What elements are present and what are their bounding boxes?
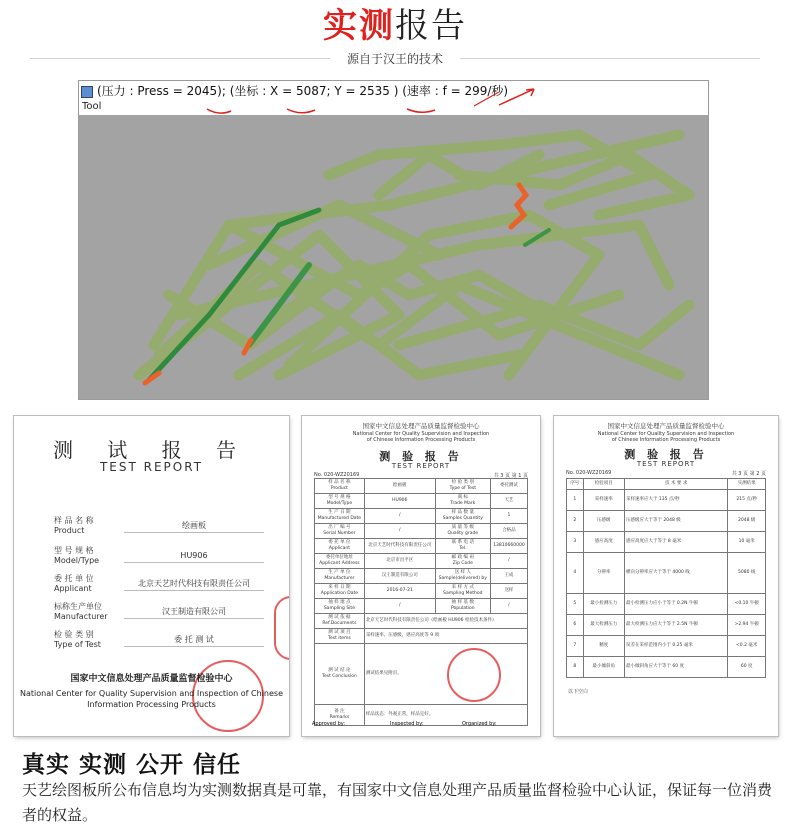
report3-header-en1: National Center for Quality Supervision and Inspection [597,431,735,437]
table-cell: 送样 [490,584,527,599]
report1-footer-en1: National Center for Quality Supervision and Inspection of Chinese [20,689,283,698]
table-cell: 送 样 人 Sample(delivered) by [435,569,490,584]
report3-number: No. 020-WZ20169 [566,470,612,476]
table-cell: 5 [567,594,584,615]
test-report-cover: 测 试 报 告 TEST REPORT 样 品 名 称 Product 绘画板 型 号 规 格 Model/Type HU906 委 托 单 位 Applicant 北京天艺时代科技有限责任公司 标称生产单位 Manufacturer 汉王制造有限公司 检 验 类 别 Type of Test 委 托 测 试 国家中文信息处理产品质量监督检验中心 National Center for Quality Supervision and Inspection of Chinese Information Processing Products [14,416,289,736]
blank-note: 以下空白 [568,689,589,695]
table-cell: 7 [567,636,584,657]
table-row [315,494,528,509]
table-cell: 汉王制造有限公司 [364,569,435,584]
table-cell: 2016-07-21 [364,584,435,599]
table-cell: 215 点/秒 [728,490,766,511]
table-row [315,539,528,554]
report2-header-en2: of Chinese Information Processing Products [366,437,476,443]
table-cell: / [364,524,435,539]
table-row [315,614,528,629]
table-cell: 测 试 依 据 Ref.Documents [315,614,365,629]
title-highlight: 实测 [323,6,395,46]
table-row [567,615,766,636]
table-cell: 来 样 方 式 Sampling Method [435,584,490,599]
table-row [315,554,528,569]
report3-header-en2: of Chinese Information Processing Products [611,437,721,443]
table-cell: 1 [490,509,527,524]
table-cell: 委托单位地址 Applicant Address [315,554,365,569]
table-cell: 5080 线 [728,553,766,594]
table-row [567,553,766,594]
table-row [315,524,528,539]
table-cell: 最小倾斜角 [583,657,624,678]
report2-subtitle: TEST REPORT [391,462,451,470]
column-header: 技 术 要 求 [624,479,727,490]
table-cell: 采样速率 [583,490,624,511]
report1-footer-cn: 国家中文信息处理产品质量监督检验中心 [70,674,233,684]
table-row [315,509,528,524]
table-cell: 13810660000 [490,539,527,554]
table-cell: 6 [567,615,584,636]
report3-header-cn: 国家中文信息处理产品质量监督检验中心 [607,422,725,430]
table-cell: 最小检测压力应小于等于 0.2N 牛顿 [624,594,727,615]
table-row [315,569,528,584]
table-cell: >2.94 牛顿 [728,615,766,636]
report3-table [566,478,766,678]
column-header: 检验项目 [583,479,624,490]
table-cell: 王成 [490,569,527,584]
table-cell: 邮 政 编 码 Zip Code [435,554,490,569]
report3-subtitle: TEST REPORT [636,460,696,468]
report2-number: No. 020-WZ20169 [314,472,360,478]
table-row [567,511,766,532]
report3-title: 测 验 报 告 [624,448,708,461]
table-cell: 质 量 等 级 Quality grade [435,524,490,539]
tool-menu[interactable]: Tool [82,101,102,112]
page-header [0,6,790,46]
table-cell: 商 标 Trade Mark [435,494,490,509]
table-cell: 感应高度应大于等于 8 毫米 [624,532,727,553]
report2-title: 测 验 报 告 [379,450,463,463]
table-cell: 横向分辨率应大于等于 4000 线 [624,553,727,594]
drawing-app-screenshot [78,80,709,400]
table-cell: 采样速率、压感级、感应高度等 9 项 [364,629,527,644]
table-cell: 最小倾斜角应大于等于 60 度 [624,657,727,678]
table-cell: <0.10 牛顿 [728,594,766,615]
report1-footer-en2: Information Processing Products [87,700,216,709]
table-cell: 最大检测压力 [583,615,624,636]
table-cell: HU906 [364,494,435,509]
canvas-strokes [79,115,708,399]
report1-title: 测 试 报 告 [52,438,251,462]
table-cell: 4 [567,553,584,594]
table-row [567,490,766,511]
table-cell: 北京市昌平区 [364,554,435,569]
table-cell: 2 [567,511,584,532]
table-cell: 生 产 日 期 Manufactured Date [315,509,365,524]
table-cell: 出 厂 编 号 Serial Number [315,524,365,539]
table-cell: 来 样 日 期 Application Date [315,584,365,599]
test-report-page1 [302,416,540,736]
organized-label: Organized by: [462,721,497,727]
table-cell: 误差在采样范围内小于 0.25 毫米 [624,636,727,657]
table-cell: 测试结果见附页。 [364,644,527,705]
table-cell: 绘画板 [364,479,435,494]
table-cell: 抽 样 基 数 Population [435,599,490,614]
table-cell: 压感级 [583,511,624,532]
table-row [315,584,528,599]
drawing-canvas[interactable] [79,115,708,399]
table-cell: 测 试 项 目 Test items [315,629,365,644]
report3-page: 共 3 页 第 2 页 [731,471,766,477]
bottom-description: 天艺绘图板所公布信息均为实测数据真是可靠，有国家中文信息处理产品质量监督检验中心认证，保证每一位消费者的权益。 [22,781,773,824]
table-cell: 委 托 单 位 Applicant [315,539,365,554]
table-cell: 委托测试 [490,479,527,494]
table-cell: 合格品 [490,524,527,539]
table-cell: 压感级应大于等于 2048 级 [624,511,727,532]
table-cell: 8 [567,657,584,678]
table-cell: / [364,509,435,524]
bottom-headline: 真实 实测 公开 信任 [22,752,242,778]
table-cell: 2048 级 [728,511,766,532]
table-cell: 1 [567,490,584,511]
column-header: 实测结果 [728,479,766,490]
report2-seal [447,648,501,702]
approved-label: Approved by: [312,721,346,727]
report2-header-cn: 国家中文信息处理产品质量监督检验中心 [362,422,480,430]
table-header-row [567,479,766,490]
table-cell: 样 品 数 量 Samples Quantity [435,509,490,524]
table-row [567,594,766,615]
table-row [315,479,528,494]
table-cell: 联 系 电 话 Tel. [435,539,490,554]
table-cell: 北京天艺时代科技有限责任公司 [364,539,435,554]
table-row [567,636,766,657]
table-cell: 最小检测压力 [583,594,624,615]
report2-page: 共 3 页 第 1 页 [493,473,528,479]
test-report-page2 [554,416,778,736]
table-cell: 60 度 [728,657,766,678]
table-cell: / [364,599,435,614]
table-row [315,629,528,644]
title-rest: 报告 [395,6,467,46]
table-cell: 生 产 单 位 Manufacturer [315,569,365,584]
edge-seal [274,596,289,660]
table-cell: <0.2 毫米 [728,636,766,657]
table-row [567,657,766,678]
table-cell: / [490,554,527,569]
table-cell: 样品状态：外观正常，样品完好。 [364,705,527,726]
report2-header-en1: National Center for Quality Supervision and Inspection [352,431,490,437]
table-cell: 感应高度 [583,532,624,553]
table-cell: 3 [567,532,584,553]
table-row [567,532,766,553]
table-cell: 型 号 规 格 Model/Type [315,494,365,509]
page-title [0,6,790,46]
table-cell: 最大检测压力应大于等于 2.5N 牛顿 [624,615,727,636]
report1-subtitle: TEST REPORT [99,460,204,474]
table-cell: 分辨率 [583,553,624,594]
table-cell: 检 验 类 别 Type of Test [435,479,490,494]
status-text: (压力 : Press = 2045); (坐标 : X = 5087; Y = 2535 ) (速率 : f = 299/秒) [97,84,509,98]
table-cell: 北京天艺时代科技有限责任公司《绘画板 HU906 检验技术条件》 [364,614,527,629]
table-cell: 精度 [583,636,624,657]
table-cell: 样 品 名 称 Product [315,479,365,494]
table-row [315,599,528,614]
table-cell: 备 注 Remarks [315,705,365,726]
table-cell: 测 试 结 论 Test Conclusion [315,644,365,705]
column-header: 序号 [567,479,584,490]
table-cell: 抽 样 地 点 Sampling Site [315,599,365,614]
table-cell: 天艺 [490,494,527,509]
table-cell: / [490,599,527,614]
table-cell: 采样速率应大于 135 点/秒 [624,490,727,511]
inspected-label: Inspected by: [390,721,424,727]
table-cell: 10 毫米 [728,532,766,553]
page-subtitle: 源自于汉王的技术 [346,52,443,66]
